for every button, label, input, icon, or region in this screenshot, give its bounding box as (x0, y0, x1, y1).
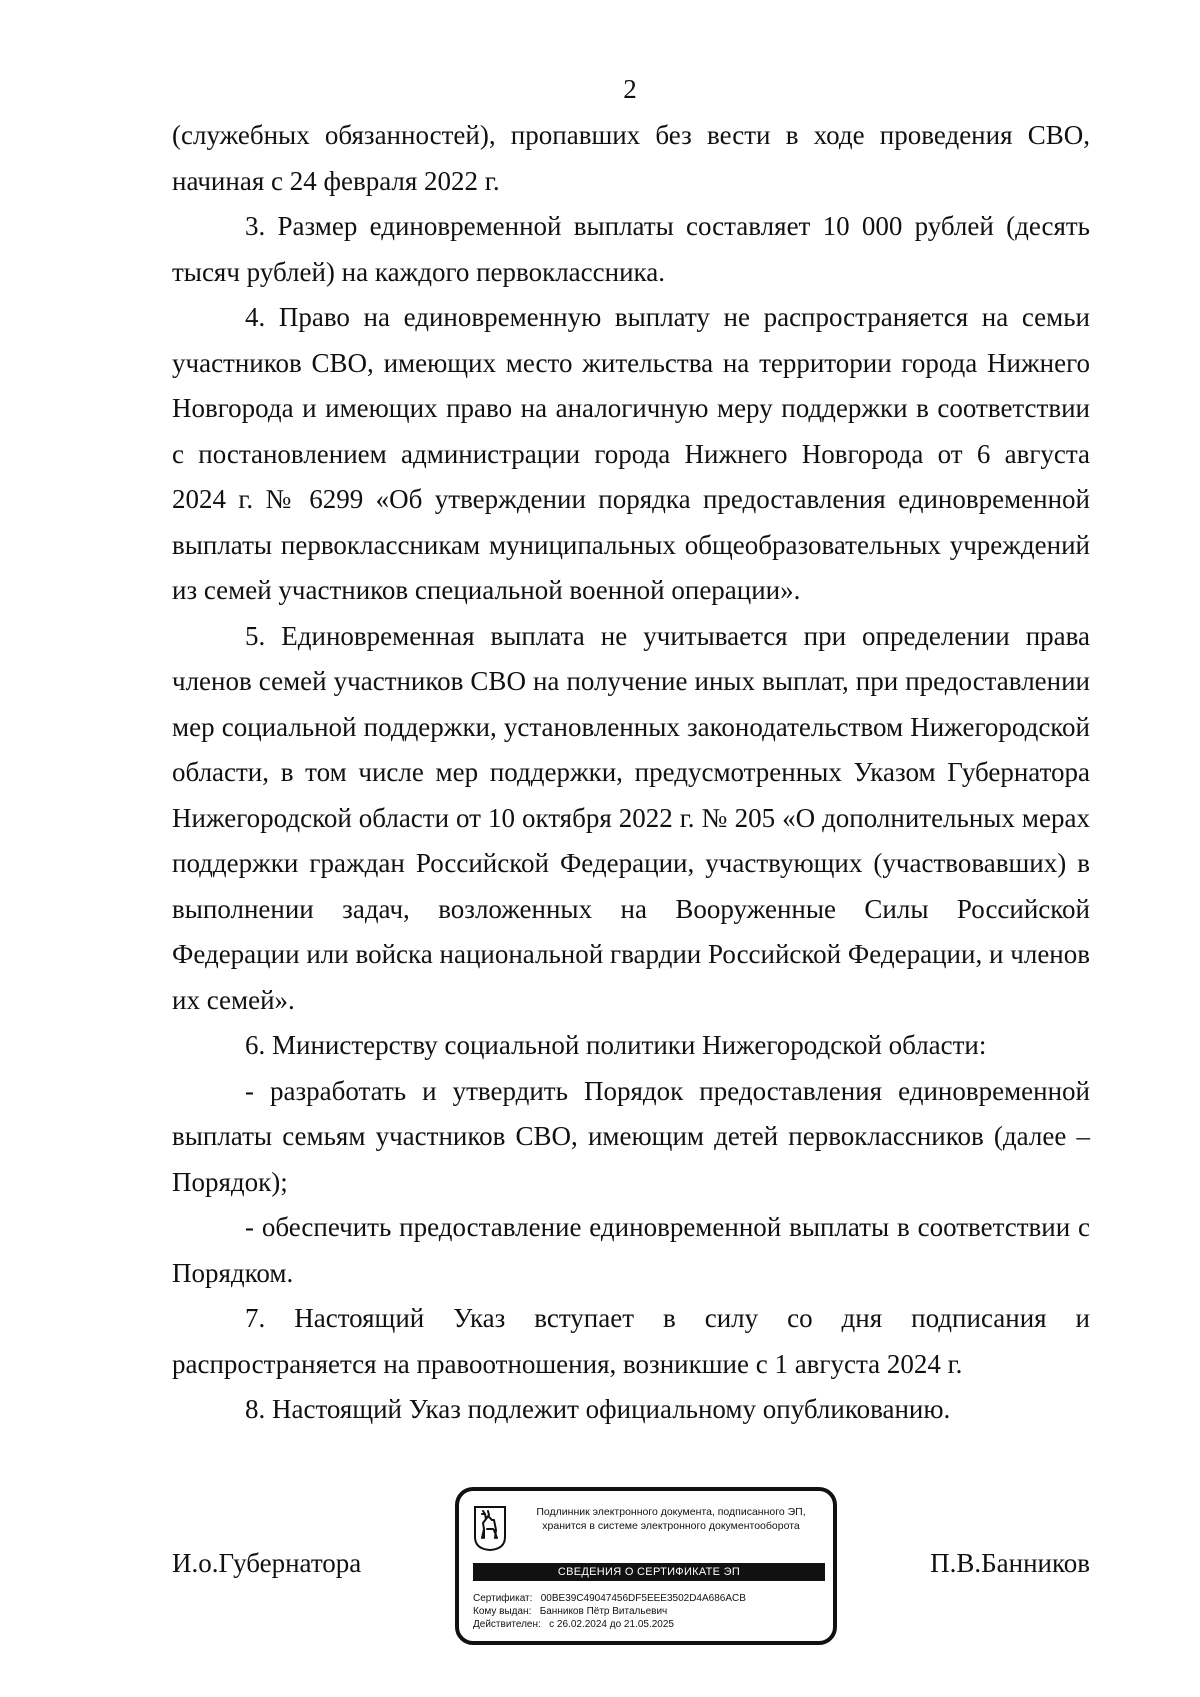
validity-row (473, 1618, 746, 1631)
signatory-position: И.о.Губернатора (172, 1548, 362, 1578)
paragraph-7: 7. Настоящий Указ вступает в силу со дня подписания и распространяется на правоотношения, возникшие с 1 августа 2024 г. (172, 1303, 1090, 1379)
paragraph-continuation: (служебных обязанностей), пропавших без вести в ходе проведения СВО, начиная с 24 февраля 2022 г. (172, 120, 1090, 196)
signatory-name: П.В.Банников (930, 1548, 1090, 1578)
certificate-details (473, 1592, 746, 1631)
validity-label: Действителен: (473, 1619, 547, 1630)
page-number: 2 (623, 74, 637, 104)
stamp-title-bar: СВЕДЕНИЯ О СЕРТИФИКАТЕ ЭП (473, 1563, 825, 1581)
certificate-row (473, 1592, 746, 1605)
stamp-header-line-1: Подлинник электронного документа, подписанного ЭП, (536, 1506, 806, 1518)
stamp-header (515, 1505, 827, 1533)
issued-to-label: Кому выдан: (473, 1606, 537, 1617)
issued-to-value: Банников Пётр Витальевич (539, 1606, 668, 1617)
certificate-value: 00BE39C49047456DF5EEE3502D4A686ACB (540, 1593, 746, 1604)
paragraph-5: 5. Единовременная выплата не учитывается при определении права членов семей участников СВО на получение иных выплат, при предоставлении мер социальной поддержки, установленных законодательством Нижегородской области, в том числе мер поддержки, предусмотренных Указом Губернатора Нижегородской области от 10 октября 2022 г. № 205 «О дополнительных мерах поддержки граждан Российской Федерации, участвующих (участвовавших) в выполнении задач, возложенных на Вооруженные Силы Российской Федерации или войска национальной гвардии Российской Федерации, и членов их семей». (172, 620, 1090, 1015)
document-body (172, 113, 1090, 1433)
issued-to-row (473, 1605, 746, 1618)
paragraph-6-item-2: - обеспечить предоставление единовременной выплаты в соответствии с Порядком. (172, 1212, 1090, 1288)
electronic-signature-stamp (455, 1487, 837, 1645)
paragraph-3: 3. Размер единовременной выплаты составляет 10 000 рублей (десять тысяч рублей) на каждого первоклассника. (172, 211, 1090, 287)
paragraph-8: 8. Настоящий Указ подлежит официальному опубликованию. (245, 1394, 951, 1424)
paragraph-6-item-1: - разработать и утвердить Порядок предоставления единовременной выплаты семьям участников СВО, имеющим детей первоклассников (далее – Порядок); (172, 1075, 1090, 1197)
certificate-label: Сертификат: (473, 1593, 538, 1604)
validity-value: с 26.02.2024 до 21.05.2025 (549, 1619, 674, 1630)
paragraph-6: 6. Министерству социальной политики Нижегородской области: (245, 1030, 987, 1060)
deer-emblem-icon (473, 1505, 507, 1551)
paragraph-4: 4. Право на единовременную выплату не распространяется на семьи участников СВО, имеющих место жительства на территории города Нижнего Новгорода и имеющих право на аналогичную меру поддержки в соответствии с постановлением администрации города Нижнего Новгорода от 6 августа 2024 г. № 6299 «Об утверждении порядка предоставления единовременной выплаты первоклассникам муниципальных общеобразовательных учреждений из семей участников специальной военной операции». (172, 302, 1090, 605)
stamp-header-line-2: хранится в системе электронного документооборота (542, 1520, 800, 1532)
